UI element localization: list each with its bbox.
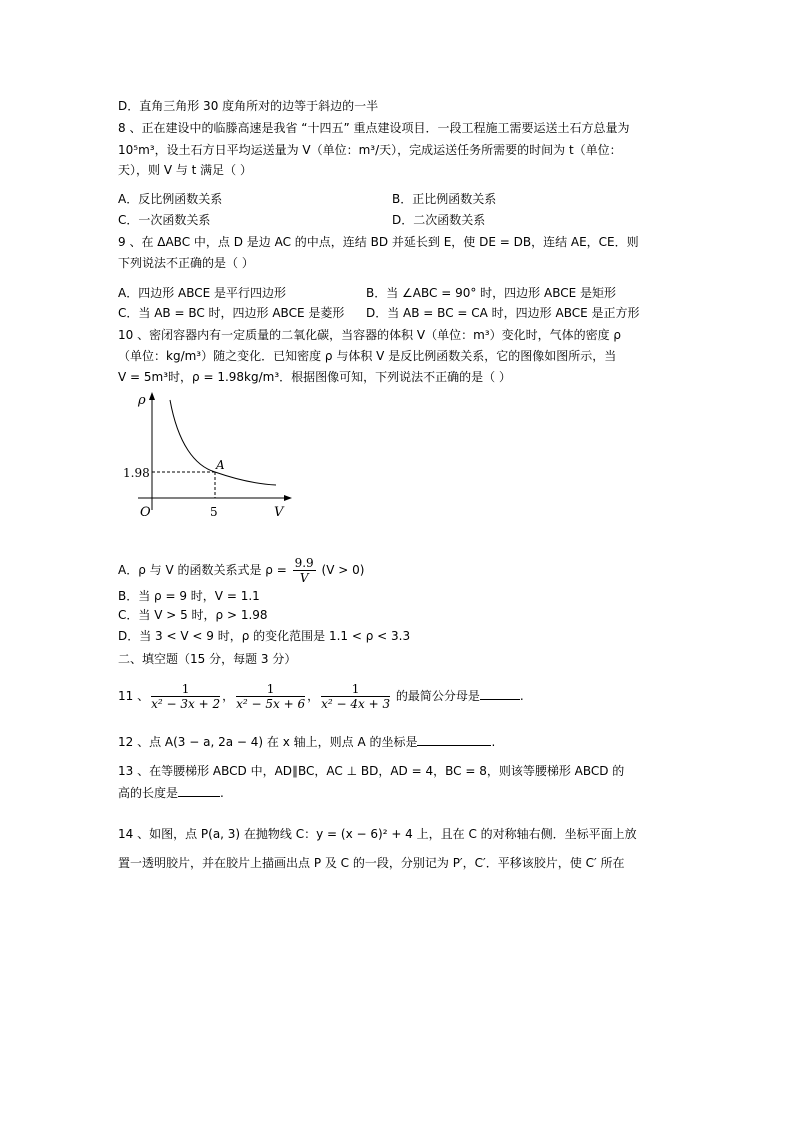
- q10-fraction-numerator: 9.9: [294, 556, 314, 570]
- q11-suffix: 的最简公分母是: [392, 689, 480, 703]
- q11-period: .: [519, 689, 524, 703]
- q12: [118, 733, 495, 750]
- q10-line2: （单位：kg/m³）随之变化．已知密度 ρ 与体积 V 是反比例函数关系，它的图像如图所示，当: [118, 349, 617, 363]
- q10-option-c: C．当 V > 5 时，ρ > 1.98: [118, 608, 268, 622]
- y-axis-arrow: [149, 392, 155, 400]
- q9-option-d: D．当 AB = BC = CA 时，四边形 ABCE 是正方形: [366, 306, 640, 320]
- q10-fraction-denominator: V: [299, 571, 309, 585]
- q10-option-b: B．当 ρ = 9 时，V = 1.1: [118, 589, 260, 603]
- q10-option-a-fraction: [293, 556, 316, 585]
- point-a-label: A: [216, 458, 225, 472]
- q11-f3-denominator: x² − 4x + 3: [321, 697, 391, 711]
- q14-line2: 置一透明胶片，并在胶片上描画出点 P 及 C 的一段，分别记为 P′，C′．平移该胶片，使 C′ 所在: [118, 856, 625, 870]
- inverse-curve: [170, 400, 276, 485]
- q10-line3: V = 5m³时，ρ = 1.98kg/m³．根据图像可知，下列说法不正确的是（ ）: [118, 370, 511, 384]
- q11-answer-blank[interactable]: [480, 687, 520, 700]
- q9-option-b: B．当 ∠ABC = 90° 时，四边形 ABCE 是矩形: [366, 286, 617, 300]
- q11-f2-numerator: 1: [236, 682, 305, 697]
- q11-fraction-2: [236, 682, 305, 711]
- q11-f1-denominator: x² − 3x + 2: [151, 697, 221, 711]
- q10-option-a: [118, 554, 364, 586]
- q11-prefix: 11 、: [118, 689, 150, 703]
- q8-line1: 8 、正在建设中的临滕高速是我省 “十四五” 重点建设项目．一段工程施工需要运送土石方总量为: [118, 121, 630, 135]
- q11-f2-denominator: x² − 5x + 6: [236, 697, 306, 711]
- q8-line2: 10⁵m³，设土石方日平均运送量为 V（单位：m³/天），完成运送任务所需要的时间为 t（单位：: [118, 143, 622, 157]
- q11-f3-numerator: 1: [321, 682, 390, 697]
- q9-line1: 9 、在 ΔABC 中，点 D 是边 AC 的中点，连结 BD 并延长到 E，使 DE = DB，连结 AE，CE．则: [118, 235, 639, 249]
- q10-option-a-prefix: A．ρ 与 V 的函数关系式是 ρ =: [118, 563, 291, 577]
- q10-option-d: D．当 3 < V < 9 时，ρ 的变化范围是 1.1 < ρ < 3.3: [118, 629, 411, 643]
- q13-line2-text: 高的长度是: [118, 786, 179, 800]
- q13-answer-blank[interactable]: [178, 784, 220, 797]
- q13-line2: [118, 784, 224, 801]
- x-tick-label: 5: [210, 505, 218, 519]
- section-2-title: 二、填空题（15 分，每题 3 分）: [118, 652, 297, 666]
- q11-f1-numerator: 1: [151, 682, 220, 697]
- q9-line2: 下列说法不正确的是（ ）: [118, 256, 254, 270]
- q11-fraction-1: [151, 682, 220, 711]
- q11: 11 、 $\frac{1}{\text{x² − 3x + 2}}$ ， $\frac{1}{\text{x² − 5x + 6}}$ ， $\frac{1}{\text{x² − 4x + 3}}$ 的最简公分母是 .: [118, 682, 524, 711]
- x-axis-label: V: [274, 505, 284, 520]
- q8-option-d: D．二次函数关系: [392, 213, 486, 227]
- origin-label: O: [140, 505, 151, 520]
- q12-text: 12 、点 A(3 − a, 2a − 4) 在 x 轴上，则点 A 的坐标是: [118, 735, 418, 749]
- q12-answer-blank[interactable]: [417, 733, 491, 746]
- x-axis-arrow: [284, 495, 292, 501]
- q9-option-c: C．当 AB = BC 时，四边形 ABCE 是菱形: [118, 306, 345, 320]
- q8-option-b: B．正比例函数关系: [392, 192, 497, 206]
- y-axis-label: ρ: [138, 393, 146, 408]
- q10-line1: 10 、密闭容器内有一定质量的二氧化碳，当容器的体积 V（单位：m³）变化时，气体的密度 ρ: [118, 328, 622, 342]
- q14-line1: 14 、如图，点 P(a, 3) 在抛物线 C：y = (x − 6)² + 4 上，且在 C 的对称轴右侧．坐标平面上放: [118, 827, 637, 841]
- y-tick-label: 1.98: [123, 466, 150, 480]
- inverse-function-graph: [120, 392, 300, 522]
- q10-option-a-condition: (V > 0): [317, 563, 365, 577]
- q8-line3: 天），则 V 与 t 满足（ ）: [118, 163, 252, 177]
- q9-option-a: A．四边形 ABCE 是平行四边形: [118, 286, 287, 300]
- q13-line1: 13 、在等腰梯形 ABCD 中，AD∥BC，AC ⊥ BD，AD = 4，BC = 8，则该等腰梯形 ABCD 的: [118, 764, 625, 778]
- q7-option-d: D．直角三角形 30 度角所对的边等于斜边的一半: [118, 99, 379, 113]
- q8-option-a: A．反比例函数关系: [118, 192, 223, 206]
- q12-period: .: [491, 735, 496, 749]
- q11-fraction-3: [321, 682, 390, 711]
- q13-period: .: [220, 786, 224, 800]
- q8-option-c: C．一次函数关系: [118, 213, 211, 227]
